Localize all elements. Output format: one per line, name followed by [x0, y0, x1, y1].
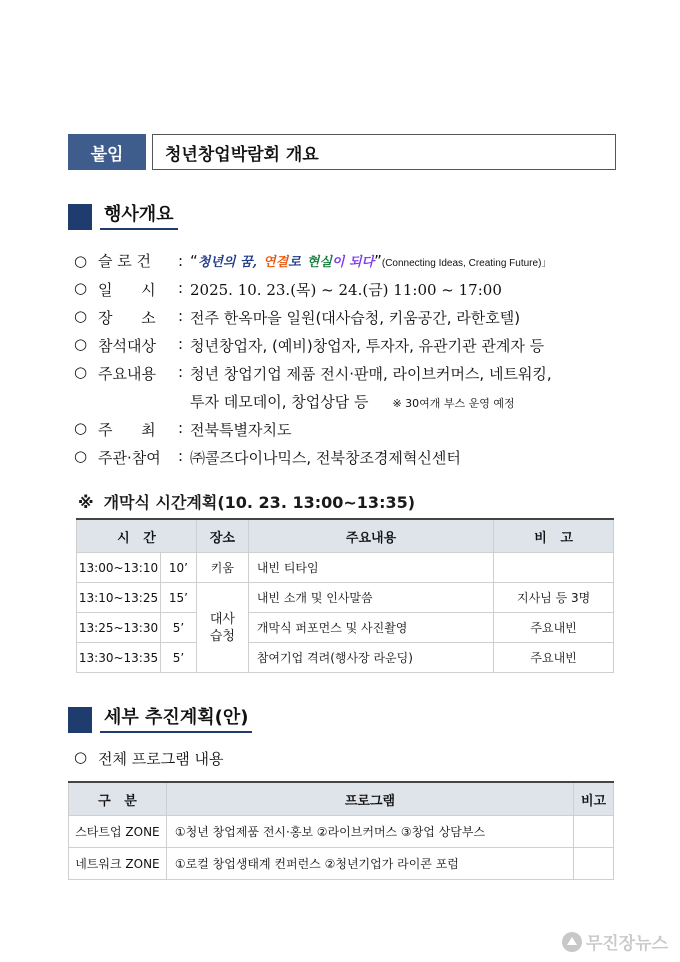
header-category: 구 분: [69, 782, 167, 816]
slogan-word-1: 청년의 꿈,: [197, 255, 258, 270]
ceremony-heading: [78, 490, 415, 513]
table-row: [69, 816, 614, 848]
bullet-circle-icon: ○: [74, 335, 88, 353]
bullet-circle-icon: ○: [74, 447, 88, 465]
cell-note: [574, 816, 614, 848]
section-overview-heading: [68, 202, 178, 230]
slogan-open-quote: “: [190, 252, 198, 270]
bullet-circle-icon: ○: [74, 252, 88, 270]
overview-date: [74, 279, 502, 300]
header-program: 프로그램: [166, 782, 573, 816]
cell-place: 키움: [196, 553, 248, 583]
row-label: 참석대상: [98, 337, 156, 355]
cell-program: ①로컬 창업생태계 컨퍼런스 ②청년기업가 라이콘 포럼: [166, 848, 573, 880]
cell-content: 내빈 티타임: [248, 553, 493, 583]
table-header-row: [69, 782, 614, 816]
bullet-circle-icon: ○: [74, 419, 88, 437]
row-colon: :: [178, 447, 184, 465]
row-label: 주 최: [98, 421, 156, 439]
cell-time: 13:00~13:10: [77, 553, 161, 583]
cell-category: 네트워크 ZONE: [69, 848, 167, 880]
bullet-circle-icon: ○: [74, 307, 88, 325]
row-label: 일 시: [98, 281, 156, 299]
cell-content: 내빈 소개 및 인사말씀: [248, 583, 493, 613]
cell-duration: 15’: [160, 583, 196, 613]
slogan-word-2: 연결: [263, 255, 289, 270]
attachment-tag: 붙임: [68, 134, 146, 170]
row-colon: :: [178, 279, 184, 297]
header-note: 비고: [574, 782, 614, 816]
row-colon: :: [178, 419, 184, 437]
row-value: 전북특별자치도: [190, 421, 292, 439]
program-intro-text: 전체 프로그램 내용: [98, 750, 224, 768]
cell-category: 스타트업 ZONE: [69, 816, 167, 848]
slogan-word-5: 이 되다: [331, 255, 375, 270]
row-colon: :: [178, 335, 184, 353]
overview-place: [74, 307, 520, 328]
table-row: [69, 848, 614, 880]
attachment-title: 청년창업박람회 개요: [152, 134, 616, 170]
ceremony-table: [76, 518, 614, 673]
cell-content: 참여기업 격려(행사장 라운딩): [248, 643, 493, 673]
bullet-circle-icon: ○: [74, 363, 88, 381]
program-table: [68, 781, 614, 880]
slogan-english: (Connecting Ideas, Creating Future)」: [381, 258, 552, 269]
table-row: [77, 583, 614, 613]
table-row: [77, 613, 614, 643]
row-value: 청년창업자, (예비)창업자, 투자자, 유관기관 관계자 등: [190, 337, 545, 355]
cell-place-merged: 대사 습청: [196, 583, 248, 673]
row-value: 전주 한옥마을 일원(대사습청, 키움공간, 라한호텔): [190, 309, 521, 327]
row-label: 주요내용: [98, 365, 156, 383]
reference-mark-icon: ※: [78, 493, 94, 512]
row-note: ※ 30여개 부스 운영 예정: [392, 397, 515, 410]
section-title: 세부 추진계획(안): [100, 703, 252, 733]
cell-note: 지사님 등 3명: [494, 583, 614, 613]
row-value-cont: 투자 데모데이, 창업상담 등: [190, 393, 369, 411]
watermark-text: 무진장뉴스: [585, 934, 668, 954]
table-row: [77, 643, 614, 673]
cell-note: [574, 848, 614, 880]
cell-time: 13:10~13:25: [77, 583, 161, 613]
row-value: 청년 창업기업 제품 전시·판매, 라이브커머스, 네트워킹,: [190, 365, 552, 383]
overview-host: [74, 419, 291, 440]
cell-program: ①청년 창업제품 전시·홍보 ②라이브커머스 ③창업 상담부스: [166, 816, 573, 848]
header-time: 시 간: [77, 519, 197, 553]
row-colon: :: [178, 252, 184, 270]
cell-note: 주요내빈: [494, 643, 614, 673]
attachment-header: [68, 134, 616, 170]
cell-time: 13:25~13:30: [77, 613, 161, 643]
cell-duration: 5’: [160, 613, 196, 643]
table-header-row: [77, 519, 614, 553]
row-label: 주관·참여: [98, 449, 161, 467]
section-square-icon: [68, 707, 92, 733]
header-place: 장소: [196, 519, 248, 553]
overview-content: [74, 363, 552, 384]
watermark-logo-icon: [562, 932, 582, 952]
row-colon: :: [178, 363, 184, 381]
overview-slogan: [74, 250, 551, 271]
row-value: 2025. 10. 23.(목) ~ 24.(금) 11:00 ~ 17:00: [190, 281, 502, 299]
cell-note: 주요내빈: [494, 613, 614, 643]
overview-organizer: [74, 447, 461, 468]
table-row: [77, 553, 614, 583]
bullet-circle-icon: ○: [74, 279, 88, 297]
cell-time: 13:30~13:35: [77, 643, 161, 673]
header-note: 비 고: [494, 519, 614, 553]
slogan-word-4: 현실: [306, 255, 332, 270]
slogan-close-quote: ”: [374, 252, 382, 270]
section-title: 행사개요: [100, 200, 178, 230]
cell-duration: 10’: [160, 553, 196, 583]
row-label: 장 소: [98, 309, 156, 327]
bullet-circle-icon: ○: [74, 748, 88, 766]
row-label: 슬 로 건: [98, 252, 152, 270]
watermark: [562, 929, 668, 954]
overview-target: [74, 335, 544, 356]
row-value: ㈜콜즈다이나믹스, 전북창조경제혁신센터: [190, 449, 461, 467]
slogan-word-3: 로: [288, 255, 301, 270]
row-colon: :: [178, 307, 184, 325]
ceremony-title: 개막식 시간계획(10. 23. 13:00~13:35): [103, 493, 416, 512]
cell-duration: 5’: [160, 643, 196, 673]
header-content: 주요내용: [248, 519, 493, 553]
section-square-icon: [68, 204, 92, 230]
overview-content-cont: [190, 391, 515, 412]
program-intro: [74, 748, 223, 769]
section-plan-heading: [68, 705, 252, 733]
cell-content: 개막식 퍼포먼스 및 사진촬영: [248, 613, 493, 643]
cell-note: [494, 553, 614, 583]
